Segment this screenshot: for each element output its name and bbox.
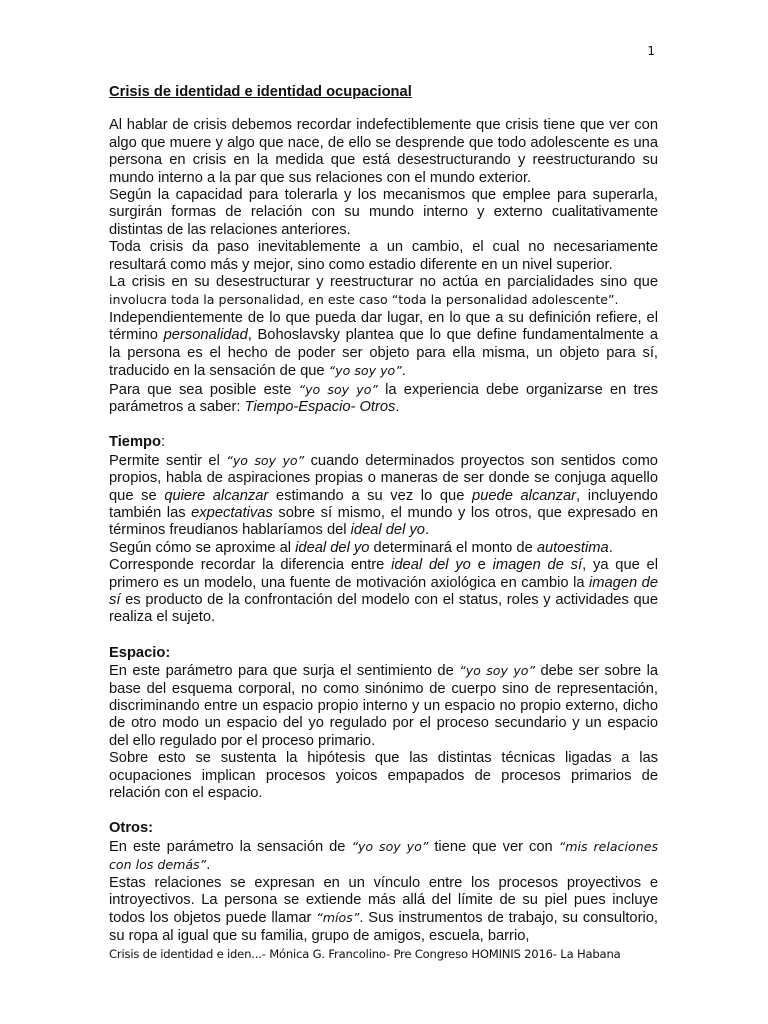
paragraph: La crisis en su desestructurar y reestructurar no actúa en parcialidades sino que involucra toda la personalidad, en este caso “toda la personalidad adolescente”.	[109, 274, 658, 308]
document-body	[109, 84, 658, 945]
paragraph: Sobre esto se sustenta la hipótesis que las distintas técnicas ligadas a las ocupaciones implican procesos yoicos empapados de procesos primarios de relación con el espacio.	[109, 750, 658, 802]
paragraph: Independientemente de lo que pueda dar lugar, en lo que a su definición refiere, el término personalidad, Bohoslavsky plantea que lo que define fundamentalmente a la persona es el hecho de poder ser objeto para ella misma, un objeto para sí, traducido en la sensación de que “yo soy yo”.	[109, 309, 658, 380]
section-heading-otros: Otros:	[109, 820, 154, 837]
paragraph: Permite sentir el “yo soy yo” cuando determinados proyectos son sentidos como propios, habla de aspiraciones propias o maneras de ser donde se conjuga aquello que se quiere alcanzar estimando a su vez lo que puede alcanzar, incluyendo también las expectativas sobre sí mismo, el mundo y los otros, que expresado en términos freudianos hablaríamos del ideal del yo.	[109, 452, 658, 539]
section-heading-tiempo: Tiempo:	[109, 434, 166, 451]
document-title: Crisis de identidad e identidad ocupacional	[109, 84, 412, 100]
section-heading-espacio: Espacio:	[109, 644, 171, 661]
paragraph: Al hablar de crisis debemos recordar indefectiblemente que crisis tiene que ver con algo que muere y algo que nace, de ello se desprende que todo adolescente es una persona en crisis en la medida que está desestructurando y reestructurando su mundo interno a la par que sus relaciones con el mundo exterior.	[109, 117, 658, 186]
paragraph: Para que sea posible este “yo soy yo” la experiencia debe organizarse en tres parámetros a saber: Tiempo-Espacio- Otros.	[109, 381, 658, 415]
paragraph: Corresponde recordar la diferencia entre ideal del yo e imagen de sí, ya que el primero es un modelo, una fuente de motivación axiológica en cambio la imagen de sí es producto de la confrontación del modelo con el status, roles y actividades que realiza el sujeto.	[109, 557, 659, 626]
page-footer: Crisis de identidad e iden...- Mónica G. Francolino- Pre Congreso HOMINIS 2016- La Habana	[109, 947, 621, 961]
paragraph: Estas relaciones se expresan en un vínculo entre los procesos proyectivos e introyectivos. La persona se extiende más allá del límite de su piel pues incluye todos los objetos puede llamar “míos”. Sus instrumentos de trabajo, su consultorio, su ropa al igual que su familia, grupo de amigos, escuela, barrio,	[109, 874, 658, 944]
paragraph: Según cómo se aproxime al ideal del yo determinará el monto de autoestima.	[109, 539, 613, 556]
page-number: 1	[647, 44, 655, 58]
paragraph: Toda crisis da paso inevitablemente a un cambio, el cual no necesariamente resultará como más y mejor, sino como estadio diferente en un nivel superior.	[109, 239, 658, 273]
paragraph: En este parámetro para que surja el sentimiento de “yo soy yo” debe ser sobre la base del esquema corporal, no como sinónimo de cuerpo sino de representación, discriminando entre un espacio propio interno y un espacio no propio externo, dicho de otro modo un espacio del yo regulado por el proceso secundario y un espacio del ello regulado por el proceso primario.	[109, 663, 659, 749]
paragraph: Según la capacidad para tolerarla y los mecanismos que emplee para superarla, surgirán formas de relación con su mundo interno y externo cualitativamente distintas de las relaciones anteriores.	[109, 187, 658, 238]
paragraph: En este parámetro la sensación de “yo soy yo” tiene que ver con “mis relaciones con los demás”.	[109, 838, 659, 874]
